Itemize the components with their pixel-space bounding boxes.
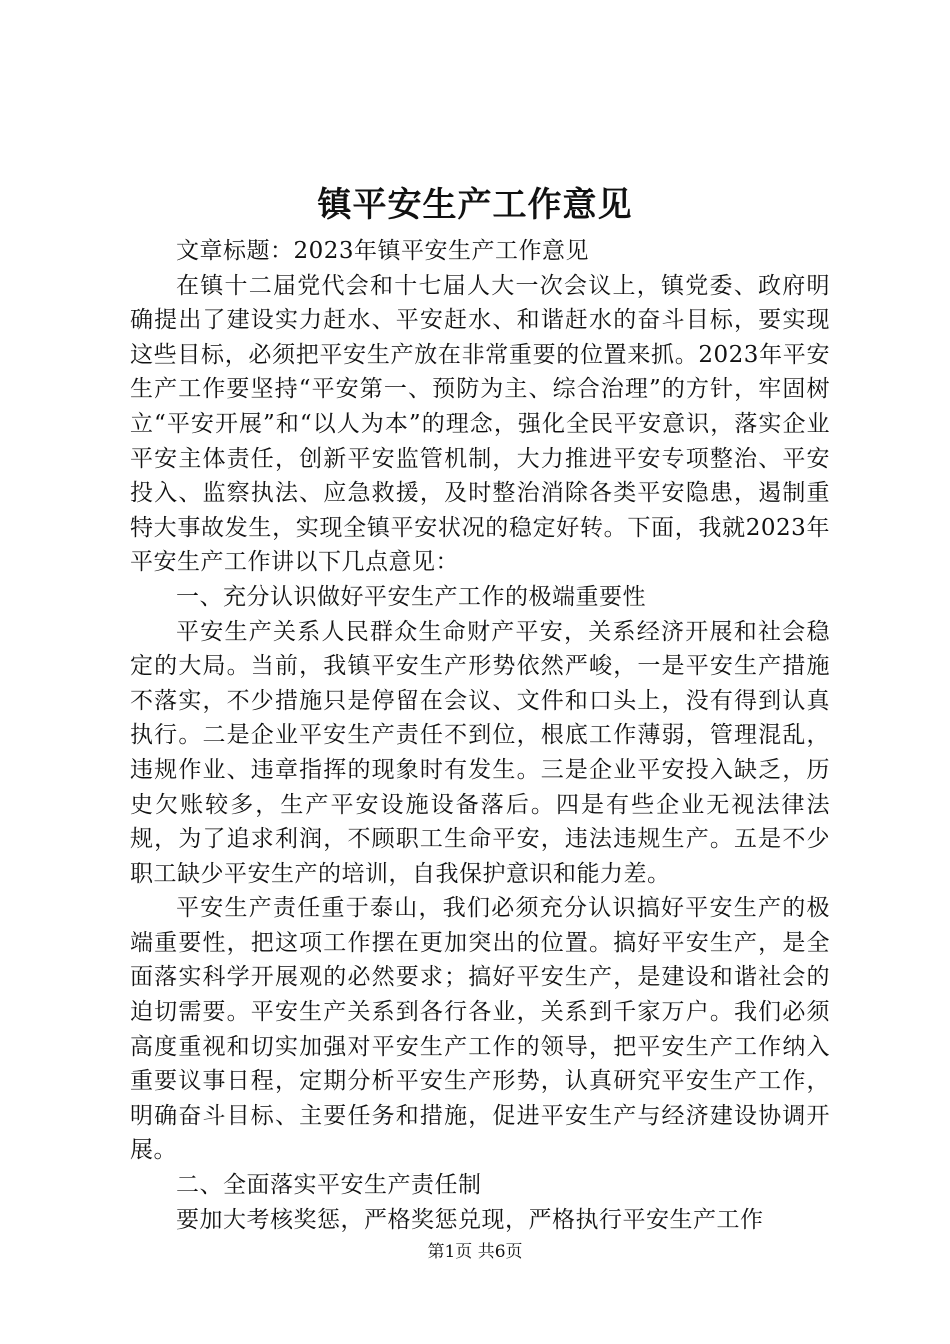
section-1-paragraph-2: 平安生产责任重于泰山，我们必须充分认识搞好平安生产的极端重要性，把这项工作摆在更加突出的位置。搞好平安生产，是全面落实科学开展观的必然要求；搞好平安生产，是建设和谐社会的迫切需要。平安生产关系到各行各业，关系到千家万户。我们必须高度重视和切实加强对平安生产工作的领导，把平安生产工作纳入重要议事日程，定期分析平安生产形势，认真研究平安生产工作，明确奋斗目标、主要任务和措施，促进平安生产与经济建设协调开展。: [130, 895, 830, 1164]
section-2-paragraph-1: 要加大考核奖惩，严格奖惩兑现，严格执行平安生产工作: [176, 1206, 764, 1233]
document-title: 镇平安生产工作意见: [317, 185, 633, 225]
article-title-line: 文章标题：2023年镇平安生产工作意见: [176, 238, 590, 264]
document-body: [130, 234, 830, 1237]
section-1-heading: 一、充分认识做好平安生产工作的极端重要性: [176, 583, 646, 610]
section-1-paragraph-1: 平安生产关系人民群众生命财产平安，关系经济开展和社会稳定的大局。当前，我镇平安生产形势依然严峻，一是平安生产措施不落实，不少措施只是停留在会议、文件和口头上，没有得到认真执行。二是企业平安生产责任不到位，根底工作薄弱，管理混乱，违规作业、违章指挥的现象时有发生。三是企业平安投入缺乏，历史欠账较多，生产平安设施设备落后。四是有些企业无视法律法规，为了追求利润，不顾职工生命平安，违法违规生产。五是不少职工缺少平安生产的培训，自我保护意识和能力差。: [130, 618, 830, 887]
section-2-heading: 二、全面落实平安生产责任制: [176, 1172, 482, 1199]
intro-paragraph: 在镇十二届党代会和十七届人大一次会议上，镇党委、政府明确提出了建设实力赶水、平安赶水、和谐赶水的奋斗目标，要实现这些目标，必须把平安生产放在非常重要的位置来抓。2023年平安生产工作要坚持“平安第一、预防为主、综合治理”的方针，牢固树立“平安开展”和“以人为本”的理念，强化全民平安意识，落实企业平安主体责任，创新平安监管机制，大力推进平安专项整治、平安投入、监察执法、应急救援，及时整治消除各类平安隐患，遏制重特大事故发生，实现全镇平安状况的稳定好转。下面，我就2023年平安生产工作讲以下几点意见：: [130, 272, 830, 576]
page-number-footer: 第1页 共6页: [427, 1242, 523, 1262]
